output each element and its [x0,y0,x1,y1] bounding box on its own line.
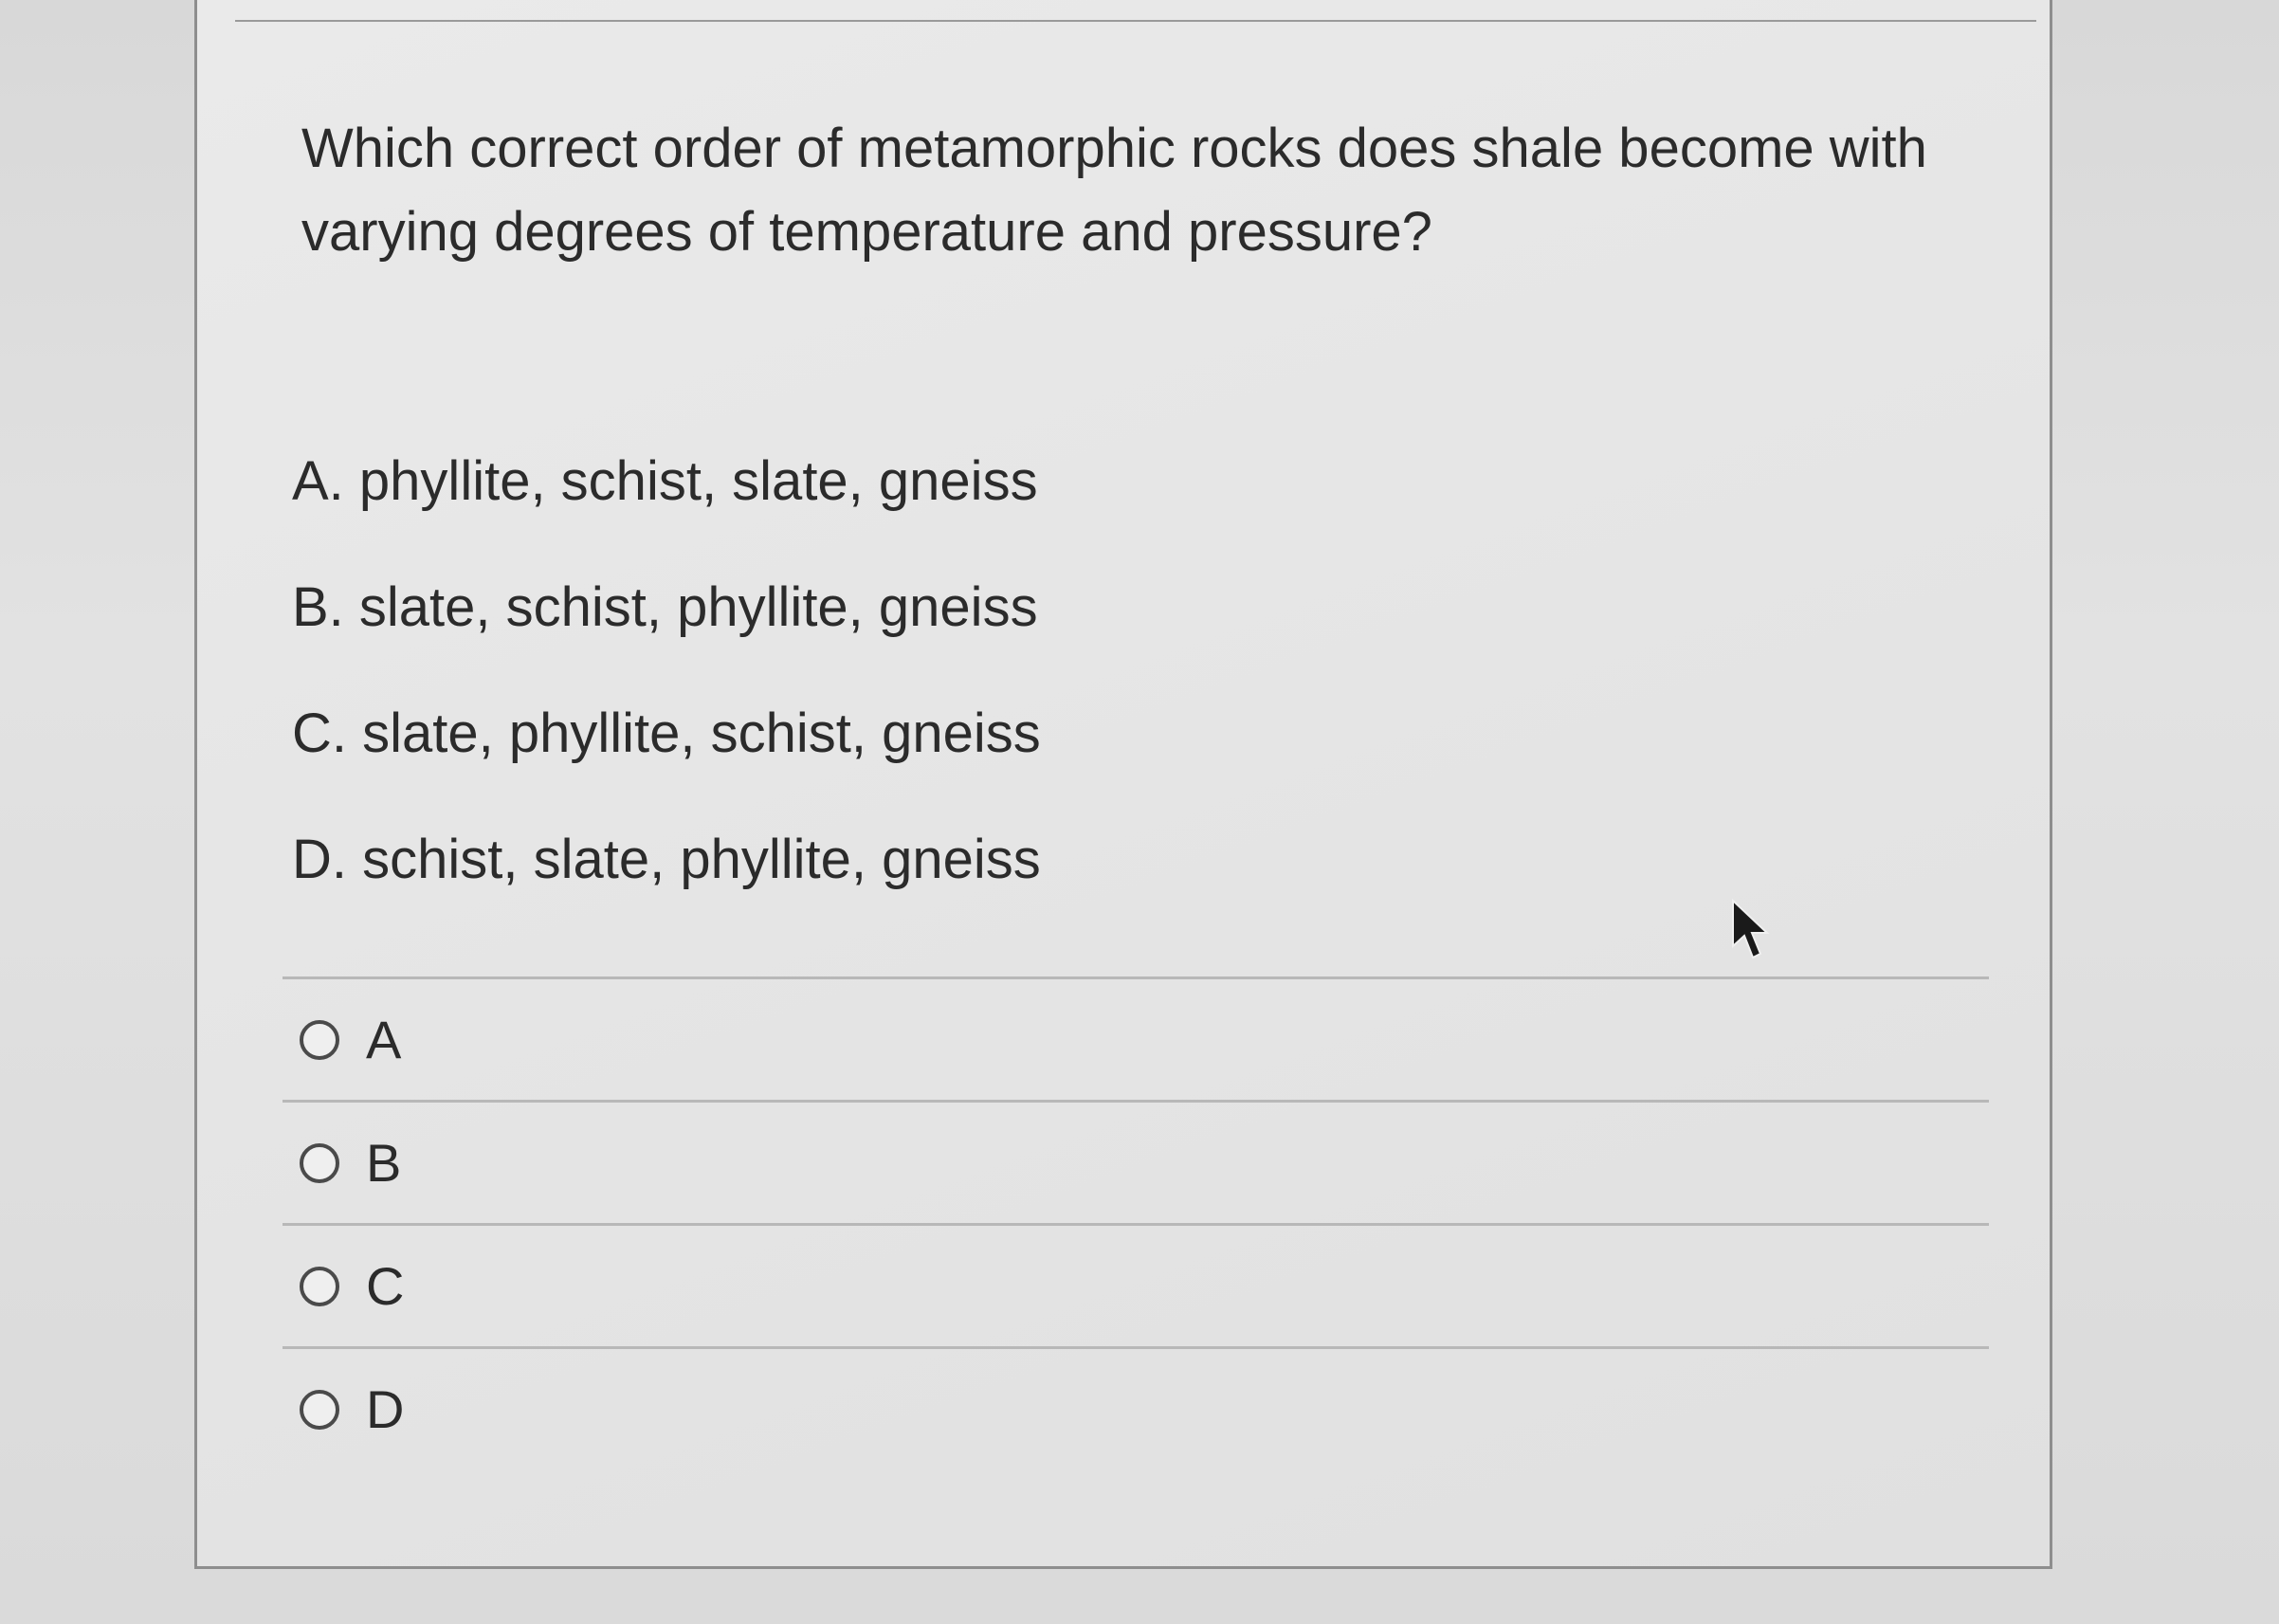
choice-b-text: B. slate, schist, phyllite, gneiss [292,576,1038,638]
mouse-pointer-icon [1731,899,1773,961]
radio-options [283,976,1989,1469]
option-c[interactable] [283,1223,1989,1346]
radio-circle-icon[interactable] [300,1267,339,1306]
choice-d-text: D. schist, slate, phyllite, gneiss [292,829,1041,890]
radio-circle-icon[interactable] [300,1390,339,1430]
question-line-1: Which correct order of metamorphic rocks does shale become with [301,118,1927,179]
option-a[interactable] [283,976,1989,1100]
option-a-label: A [366,1010,402,1069]
answer-choice-list [292,434,1041,939]
choice-a-text: A. phyllite, schist, slate, gneiss [292,450,1038,512]
question-text [301,107,1989,274]
question-card [194,0,2052,1569]
option-b-label: B [366,1133,402,1193]
question-line-2: varying degrees of temperature and pressure? [301,201,1432,263]
option-d-label: D [366,1379,405,1439]
option-b[interactable] [283,1100,1989,1223]
choice-c-text: C. slate, phyllite, schist, gneiss [292,703,1041,764]
option-d[interactable] [283,1346,1989,1469]
radio-circle-icon[interactable] [300,1143,339,1183]
radio-circle-icon[interactable] [300,1020,339,1060]
option-c-label: C [366,1256,405,1316]
top-divider [235,20,2036,22]
